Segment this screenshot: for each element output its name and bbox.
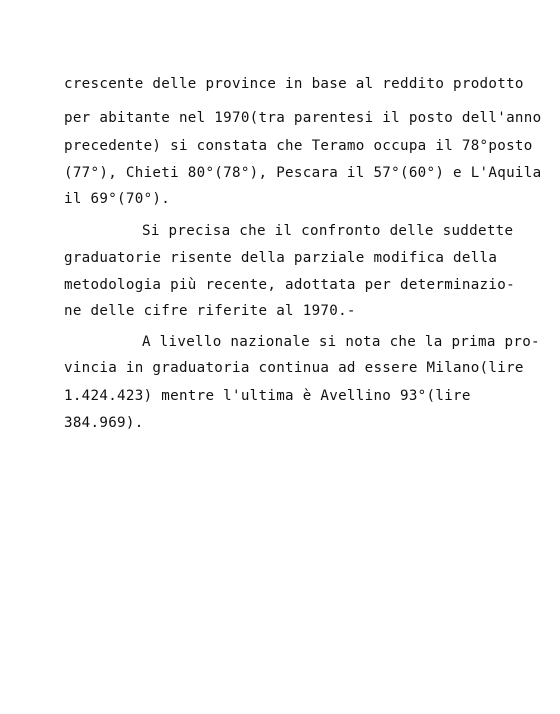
text-line: (77°), Chieti 80°(78°), Pescara il 57°(60°) e L'Aquila xyxy=(64,165,542,181)
text-line: crescente delle province in base al reddito prodotto xyxy=(64,76,524,92)
text-line: ne delle cifre riferite al 1970.- xyxy=(64,303,356,319)
text-line: A livello nazionale si nota che la prima pro- xyxy=(142,334,540,350)
text-line: per abitante nel 1970(tra parentesi il posto dell'anno xyxy=(64,110,542,126)
text-line: il 69°(70°). xyxy=(64,191,171,207)
text-line: precedente) si constata che Teramo occupa il 78°posto xyxy=(64,138,533,154)
text-line: 1.424.423) mentre l'ultima è Avellino 93°(lire xyxy=(64,388,471,404)
text-line: 384.969). xyxy=(64,415,144,431)
text-line: graduatorie risente della parziale modifica della xyxy=(64,250,498,266)
text-line: metodologia più recente, adottata per determinazio- xyxy=(64,277,515,293)
text-line: vincia in graduatoria continua ad essere Milano(lire xyxy=(64,360,524,376)
text-line: Si precisa che il confronto delle suddette xyxy=(142,223,514,239)
